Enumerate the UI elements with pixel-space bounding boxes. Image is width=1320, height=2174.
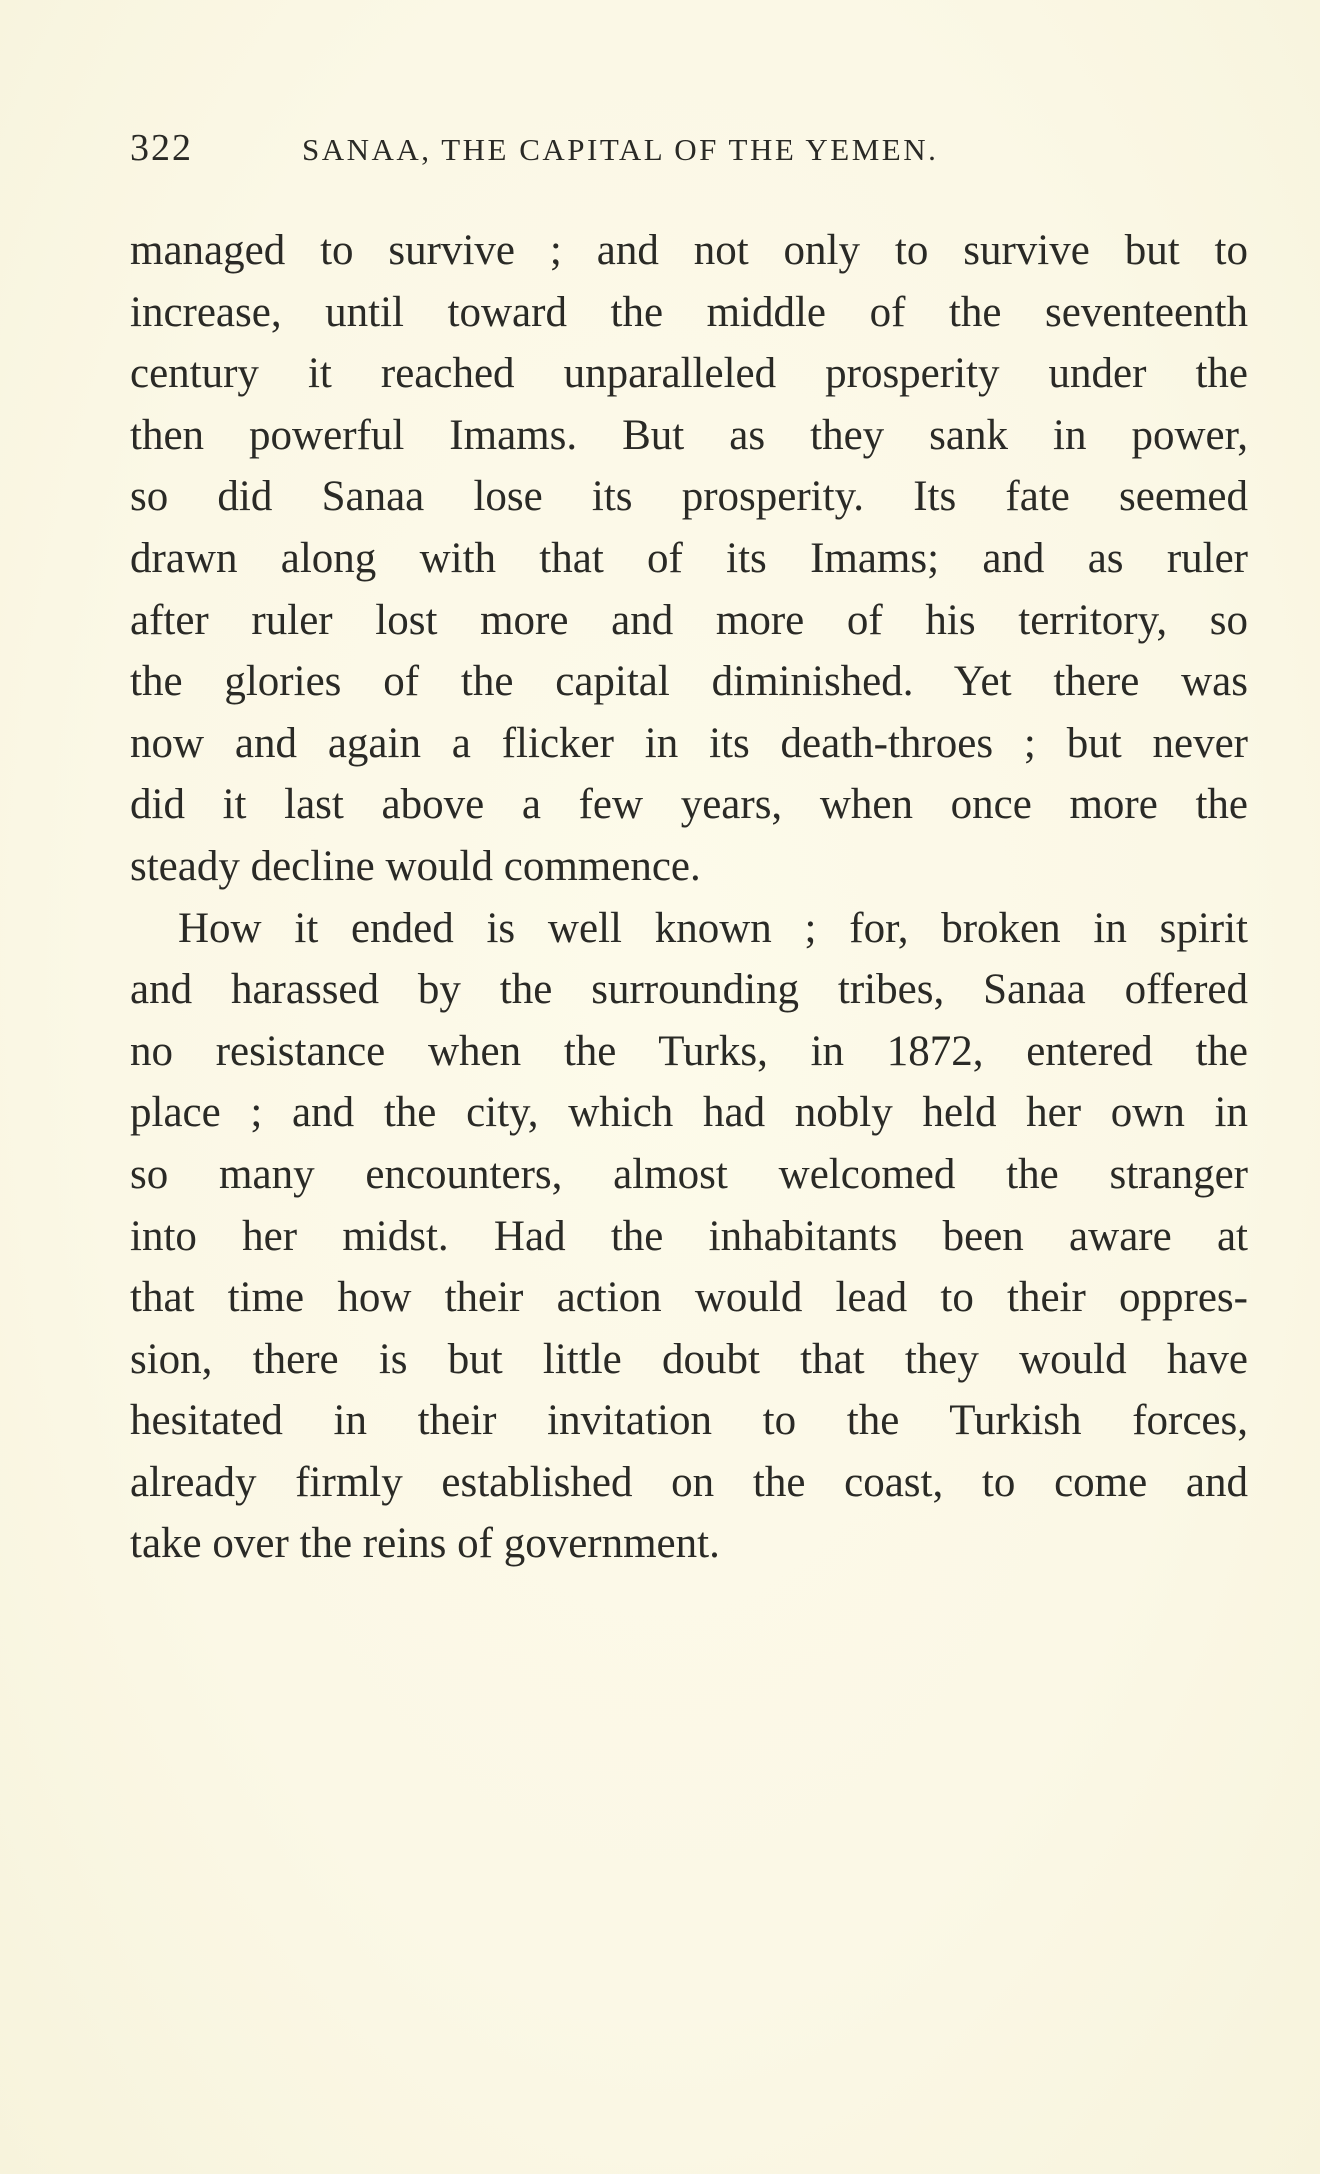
text-line: How it ended is well known ; for, broken in spirit (178, 904, 1248, 952)
text-line: steady decline would commence. (130, 842, 701, 890)
text-line: drawn along with that of its Imams; and as ruler (130, 534, 1248, 582)
text-line: hesitated in their invitation to the Turkish forces, (130, 1397, 1248, 1445)
text-line: no resistance when the Turks, in 1872, entered the (130, 1027, 1248, 1075)
running-title: SANAA, THE CAPITAL OF THE YEMEN. (302, 132, 939, 167)
body-text (130, 220, 1248, 1575)
text-line: did it last above a few years, when once more the (130, 781, 1248, 829)
text-line: after ruler lost more and more of his territory, so (130, 596, 1248, 644)
text-line: that time how their action would lead to their oppres- (130, 1274, 1248, 1322)
text-line: managed to survive ; and not only to survive but to (130, 227, 1248, 274)
text-line: the glories of the capital diminished. Yet there was (130, 658, 1248, 706)
paragraph-1 (130, 220, 1248, 898)
text-line: take over the reins of government. (130, 1520, 720, 1568)
text-line: increase, until toward the middle of the seventeenth (130, 288, 1248, 336)
text-line: place ; and the city, which had nobly held her own in (130, 1089, 1248, 1137)
text-line: and harassed by the surrounding tribes, Sanaa offered (130, 966, 1248, 1014)
text-line: now and again a flicker in its death-throes ; but never (130, 719, 1248, 767)
page-number: 322 (130, 127, 193, 169)
text-line: then powerful Imams. But as they sank in power, (130, 411, 1248, 459)
text-line: already firmly established on the coast, to come and (130, 1458, 1248, 1506)
text-line: into her midst. Had the inhabitants been aware at (130, 1212, 1248, 1260)
paragraph-2 (130, 898, 1248, 1576)
text-line: so many encounters, almost welcomed the stranger (130, 1150, 1248, 1198)
text-line: so did Sanaa lose its prosperity. Its fate seemed (130, 473, 1248, 521)
running-head (130, 126, 1250, 176)
text-line: sion, there is but little doubt that they would have (130, 1335, 1248, 1383)
text-line: century it reached unparalleled prosperity under the (130, 350, 1248, 398)
